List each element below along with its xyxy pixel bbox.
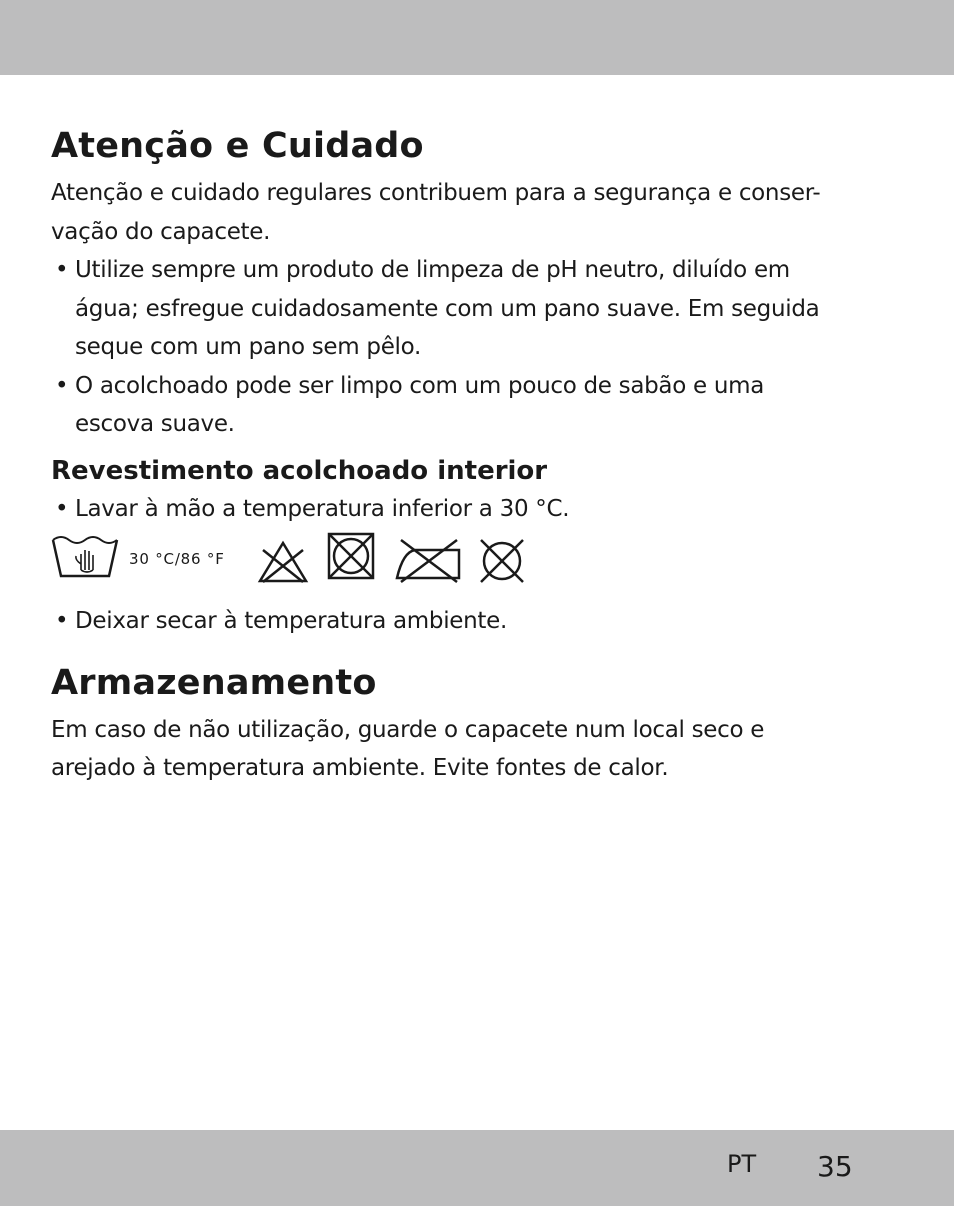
do-not-tumble-dry-icon bbox=[327, 532, 375, 580]
care-intro-line2: vação do capacete. bbox=[51, 218, 271, 245]
section-title-care: Atenção e Cuidado bbox=[51, 126, 424, 166]
hand-wash-icon bbox=[51, 534, 119, 580]
care-intro-line1: Atenção e cuidado regulares contribuem para a segurança e conser- bbox=[51, 180, 821, 206]
page-number: 35 bbox=[817, 1150, 853, 1183]
section-title-storage: Armazenamento bbox=[51, 662, 377, 703]
storage-text bbox=[51, 711, 921, 788]
padding-bullet-list-2 bbox=[51, 602, 921, 641]
care-bullet-list bbox=[51, 251, 921, 444]
care-bullet-padding: • O acolchoado pode ser limpo com um pouco de sabão e uma escova suave. bbox=[53, 367, 921, 444]
storage-text-line2: arejado à temperatura ambiente. Evite fontes de calor. bbox=[51, 755, 669, 781]
padding-bullet-wash: • Lavar à mão a temperatura inferior a 30 °C. bbox=[53, 490, 921, 529]
footer-band bbox=[0, 1130, 954, 1206]
padding-bullet-list-1 bbox=[51, 490, 921, 529]
footer-language: PT bbox=[727, 1150, 757, 1178]
care-symbols-row bbox=[51, 530, 921, 598]
header-band bbox=[0, 0, 954, 75]
wash-temperature-label: 30 °C/86 °F bbox=[129, 550, 225, 568]
do-not-dry-clean-icon bbox=[477, 536, 527, 586]
care-bullet-cleaning: • Utilize sempre um produto de limpeza de pH neutro, diluído em água; esfregue cuidadosamente com um pano suave. Em seguida seque com um pano sem pêlo. bbox=[53, 251, 921, 367]
do-not-iron-icon bbox=[393, 538, 463, 584]
page-content bbox=[51, 118, 921, 788]
padding-bullet-dry: • Deixar secar à temperatura ambiente. bbox=[53, 602, 921, 641]
section-title-padding: Revestimento acolchoado interior bbox=[51, 455, 548, 486]
do-not-bleach-icon bbox=[257, 540, 309, 584]
storage-text-line1: Em caso de não utilização, guarde o capacete num local seco e bbox=[51, 716, 765, 743]
care-intro bbox=[51, 174, 921, 251]
